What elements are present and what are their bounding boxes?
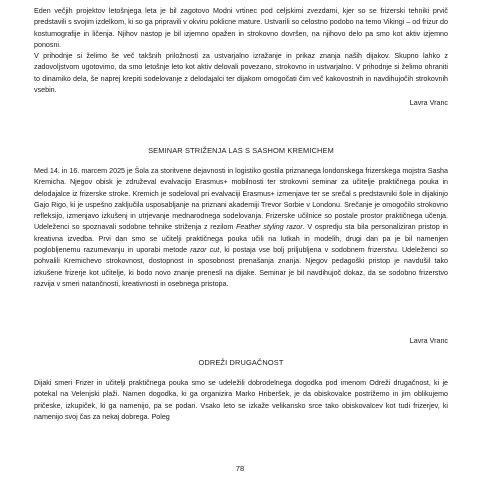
section-heading-seminar <box>34 145 448 156</box>
paragraph-text: . V ospredju sta bila personaliziran pristop in kreativna izvedba. Prvi dan smo se učitelji praktičnega pouka učili na lutkah in modelih, drugi dan pa je bil namenjen poglobljenemu razumevanju in uporabi metode <box>34 223 448 255</box>
section-seminar <box>34 166 448 290</box>
paragraph: V prihodnje si želimo še več takšnih priložnosti za ustvarjalno izražanje in prikaz znanja naših dijakov. Skupno lahko z zadovoljstvom ugotovimo, da smo letošnje leto kot aktiv delovali povezano, strokovno in ustvarjalno. V prihodnje si želimo ohraniti to dinamiko dela, še naprej krepiti sodelovanje z delodajalci ter dijakom omogočati čim več kakovostnih in navdihujočih strokovnih vsebin. <box>34 52 448 95</box>
page-number: 78 <box>235 464 245 473</box>
paragraph: Eden večjih projektov letošnjega leta je bil zagotovo Modni vrtinec pod celjskimi zvezdami, kjer so se frizerski tehniki prvič predstavili s svojim izdelkom, ki so ga pripravili v okviru poklicne mature. Ustvarili so celostno podobo na temo Vikingi – od frizur do kostumografije in ličenja. Njihov nastop je bil izjemno opažen in strokovno dovršen, na njihovo delo pa smo kot aktiv izjemno ponosni. <box>34 7 448 49</box>
section-odrezi <box>34 378 448 423</box>
paragraph <box>34 166 448 290</box>
italic-term: razor cut <box>190 246 220 255</box>
author-signature: Lavra Vranc <box>409 99 448 108</box>
paragraph: Dijaki smeri Frizer in učitelji praktičnega pouka smo se udeležili dobrodelnega dogodka pod imenom Odreži drugačnost, ki je potekal na Velenjski plaži. Namen dogodka, ki ga organizira Marko Hriberšek, je da obiskovalce postrižemo in jim oblikujemo pričeske, izkupiček, ki ga namenijo, pa se podari. Vsako leto se izkaže velikansko srce tako obiskovalcev kot tudi frizerjev, ki namenijo svoj čas za nekaj dobrega. Poleg <box>34 379 448 421</box>
italic-term: Feather styling razor <box>236 223 303 232</box>
paragraph-text: , ki postaja vse bolj priljubljena v sodobnem frizerstvu. Udeleženci so pohvalili Kremichevo strokovnost, dostopnost in sposobnost prenašanja znanja. Njegov pedagoški pristop je navdušil tako izkušene frizerje kot učitelje, ki bodo novo znanje prenesli na dijake. Seminar je bil navdihujoč dokaz, da se sodobno frizerstvo razvija v smeri natančnosti, kreativnosti in osebnega pristopa. <box>34 246 448 288</box>
section-signature <box>34 336 448 347</box>
section-heading: ODREŽI DRUGAČNOST <box>198 358 284 367</box>
section-heading: SEMINAR STRIŽENJA LAS S SASHOM KREMICHEM <box>148 146 334 155</box>
section-modni-vrtinec <box>34 6 448 109</box>
paragraph-text: Med 14. in 16. marcem 2025 je Šola za storitvene dejavnosti in logistiko gostila priznanega londonskega frizerskega mojstra Sasha Kremicha. Njegov obisk je združeval evalvacijo Erasmus+ mobilnosti ter strokovni seminar za učitelje praktičnega pouka in delodajalce iz frizerske stroke. Kremich je sodeloval pri evalvaciji Erasmus+ izmenjave ter se srečal s predstavniki šole in dijakinjo Gajo Rigo, ki je uspešno zaključila usposabljanje na priznani akademiji Trevor Sorbie v Londonu. Srečanje je omogočilo strokovno refleksijo, izmenjavo izkušenj in utrjevanje mednarodnega sodelovanja. Frizerske učilnice so postale prostor praktičnega učenja. Udeleženci so spoznavali sodobne tehnike striženja z rezilom <box>34 167 448 232</box>
author-signature: Lavra Vranc <box>409 337 448 345</box>
section-heading-odrezi <box>34 357 448 368</box>
